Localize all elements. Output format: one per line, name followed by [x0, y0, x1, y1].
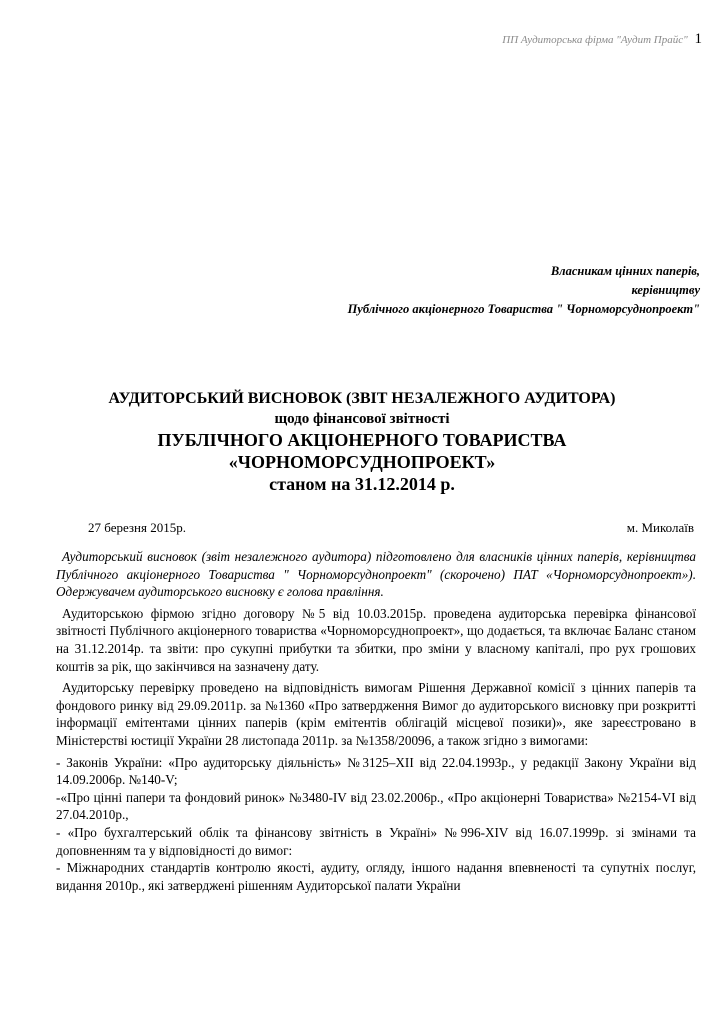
- report-body: [56, 548, 696, 894]
- report-date: 27 березня 2015р.: [88, 520, 186, 535]
- paragraph-law-audit: - Законів України: «Про аудиторську діяльність» №3125–XII від 22.04.1993р., у редакції Закону України від 14.09.2006р. №140-V;: [56, 754, 696, 788]
- paragraph-law-securities: -«Про цінні папери та фондовий ринок» №3480-IV від 23.02.2006р., «Про акціонерні Товариства» №2154-VI від 27.04.2010р.,: [56, 789, 696, 823]
- running-header: [502, 31, 702, 48]
- title-line-report: АУДИТОРСЬКИЙ ВИСНОВОК (ЗВІТ НЕЗАЛЕЖНОГО АУДИТОРА): [108, 390, 616, 407]
- paragraph-requirements: Аудиторську перевірку проведено на відповідність вимогам Рішення Державної комісії з цінних паперів та фондового ринку від 29.09.2011р. за №1360 «Про затвердження Вимог до аудиторського висновку при розкритті інформації емітентами цінних паперів (крім емітентів облігацій місцевої позики)», яке зареєстровано в Міністерстві юстиції України 28 листопада 2011р. за №1358/20096, а також згідно з вимогами:: [56, 680, 696, 748]
- firm-name: ПП Аудиторська фірма "Аудит Прайс": [502, 34, 688, 46]
- paragraph-law-accounting: - «Про бухгалтерський облік та фінансову звітність в Україні» №996-XIV від 16.07.1999р. зі змінами та доповненням та у відповідності до вимог:: [56, 824, 696, 858]
- page-number: 1: [694, 31, 702, 47]
- paragraph-intro: Аудиторський висновок (звіт незалежного аудитора) підготовлено для власників цінних паперів, керівництва Публічного акціонерного Товариства " Чорноморсуднопроект" (скорочено) ПАТ «Чорноморсуднопроект»). Одержувачем аудиторського висновку є голова правління.: [56, 549, 696, 600]
- title-line-company-type: ПУБЛІЧНОГО АКЦІОНЕРНОГО ТОВАРИСТВА: [157, 430, 567, 450]
- recipients-line-management: керівництву: [631, 283, 700, 297]
- recipients-line-owners: Власникам цінних паперів,: [550, 264, 700, 278]
- paragraph-engagement: Аудиторською фірмою згідно договору №5 від 10.03.2015р. проведена аудиторська перевірка фінансової звітності Публічного акціонерного товариства «Чорноморсуднопроект», що додається, та включає Баланс станом на 31.12.2014р. та звіти: про сукупні прибутки та збитки, про зміни у власному капіталі, про рух грошових коштів за рік, що закінчився на зазначену дату.: [56, 605, 696, 674]
- recipients-line-company: Публічного акціонерного Товариства " Чорноморсуднопроект": [347, 302, 700, 316]
- recipients-block: [348, 262, 700, 319]
- document-title: [0, 389, 724, 495]
- report-city: м. Миколаїв: [626, 520, 694, 535]
- paragraph-standards: - Міжнародних стандартів контролю якості, аудиту, огляду, іншого надання впевненості та супутніх послуг, видання 2010р., які затверджені рішенням Аудиторської палати України: [56, 860, 696, 893]
- place-date-row: [88, 520, 694, 536]
- title-line-company-name: «ЧОРНОМОРСУДНОПРОЕКТ»: [228, 452, 496, 472]
- title-line-date: станом на 31.12.2014 р.: [269, 474, 455, 494]
- title-line-subject: щодо фінансової звітності: [274, 411, 450, 427]
